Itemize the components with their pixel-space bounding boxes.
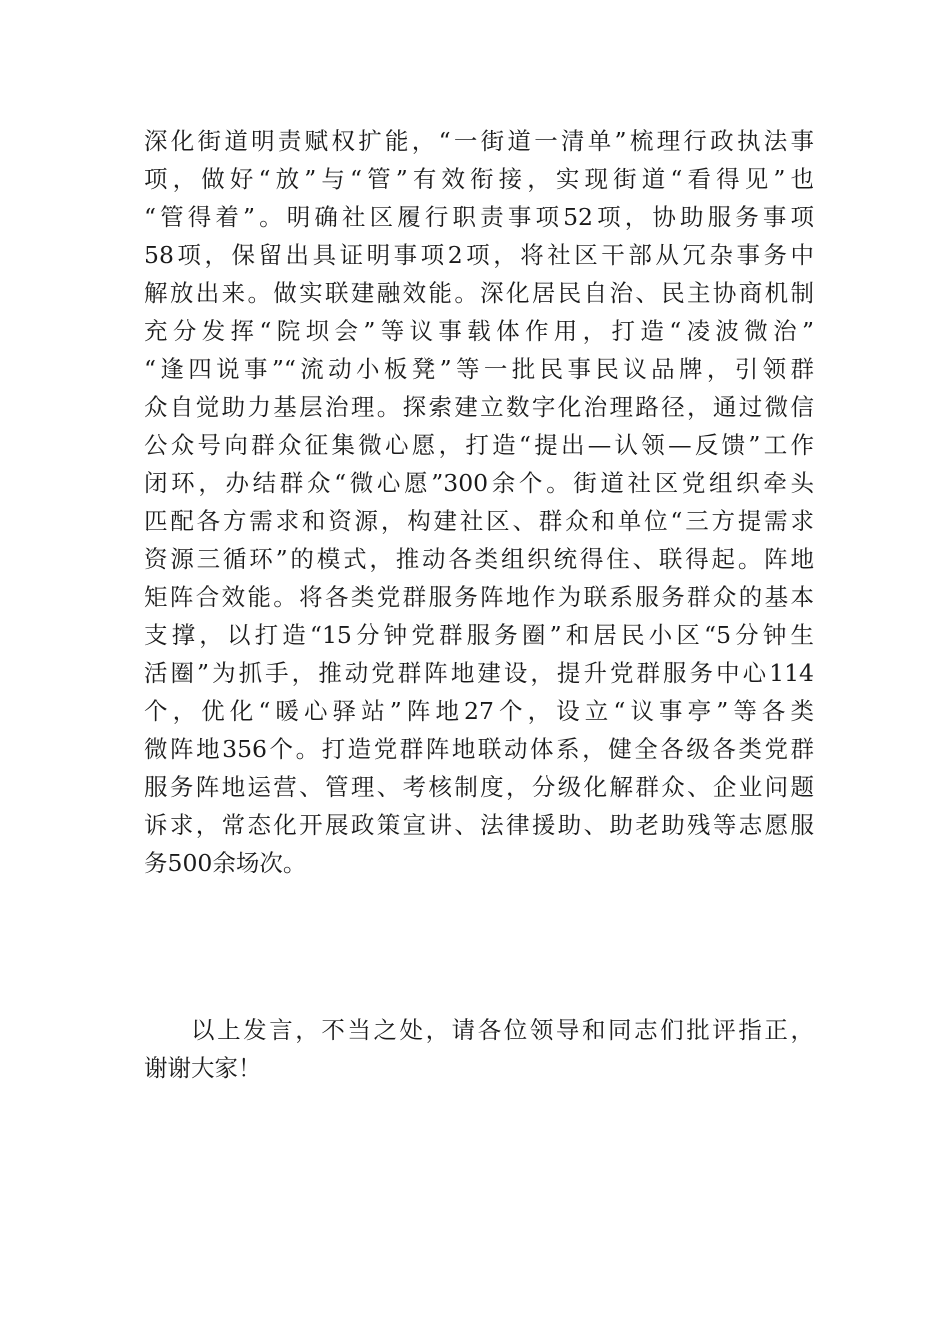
- body-paragraph: [144, 122, 814, 882]
- paragraph-line: 诉求，常态化开展政策宣讲、法律援助、助老助残等志愿服: [144, 811, 814, 839]
- paragraph-line: 微阵地356个。打造党群阵地联动体系，健全各级各类党群: [144, 735, 814, 763]
- paragraph-line: 解放出来。做实联建融效能。深化居民自治、民主协商机制: [144, 279, 814, 307]
- paragraph-line: 公众号向群众征集微心愿，打造“提出—认领—反馈”工作: [144, 431, 814, 459]
- paragraph-line: 服务阵地运营、管理、考核制度，分级化解群众、企业问题: [144, 773, 814, 801]
- paragraph-line: 深化街道明责赋权扩能，“一街道一清单”梳理行政执法事: [144, 127, 814, 155]
- paragraph-line: 资源三循环”的模式，推动各类组织统得住、联得起。阵地: [144, 545, 814, 573]
- paragraph-line: 匹配各方需求和资源，构建社区、群众和单位“三方提需求: [144, 507, 814, 535]
- paragraph-line: 支撑，以打造“15分钟党群服务圈”和居民小区“5分钟生: [144, 621, 814, 649]
- paragraph-line: 58项，保留出具证明事项2项，将社区干部从冗杂事务中: [144, 241, 814, 269]
- paragraph-line: 个，优化“暖心驿站”阵地27个，设立“议事亭”等各类: [144, 697, 814, 725]
- paragraph-line: “逢四说事”“流动小板凳”等一批民事民议品牌，引领群: [144, 355, 814, 383]
- paragraph-line: 闭环，办结群众“微心愿”300余个。街道社区党组织牵头: [144, 469, 814, 497]
- paragraph-line: 项，做好“放”与“管”有效衔接，实现街道“看得见”也: [144, 165, 814, 193]
- paragraph-line: 谢谢大家！: [144, 1054, 262, 1082]
- paragraph-line: 矩阵合效能。将各类党群服务阵地作为联系服务群众的基本: [144, 583, 814, 611]
- paragraph-line: 以上发言，不当之处，请各位领导和同志们批评指正，: [191, 1016, 814, 1044]
- paragraph-line: 活圈”为抓手，推动党群阵地建设，提升党群服务中心114: [144, 659, 814, 687]
- closing-paragraph: [144, 1011, 814, 1087]
- paragraph-line: 充分发挥“院坝会”等议事载体作用，打造“凌波微治”: [144, 317, 814, 345]
- paragraph-line: 务500余场次。: [144, 849, 307, 877]
- paragraph-line: “管得着”。明确社区履行职责事项52项，协助服务事项: [144, 203, 814, 231]
- paragraph-line: 众自觉助力基层治理。探索建立数字化治理路径，通过微信: [144, 393, 814, 421]
